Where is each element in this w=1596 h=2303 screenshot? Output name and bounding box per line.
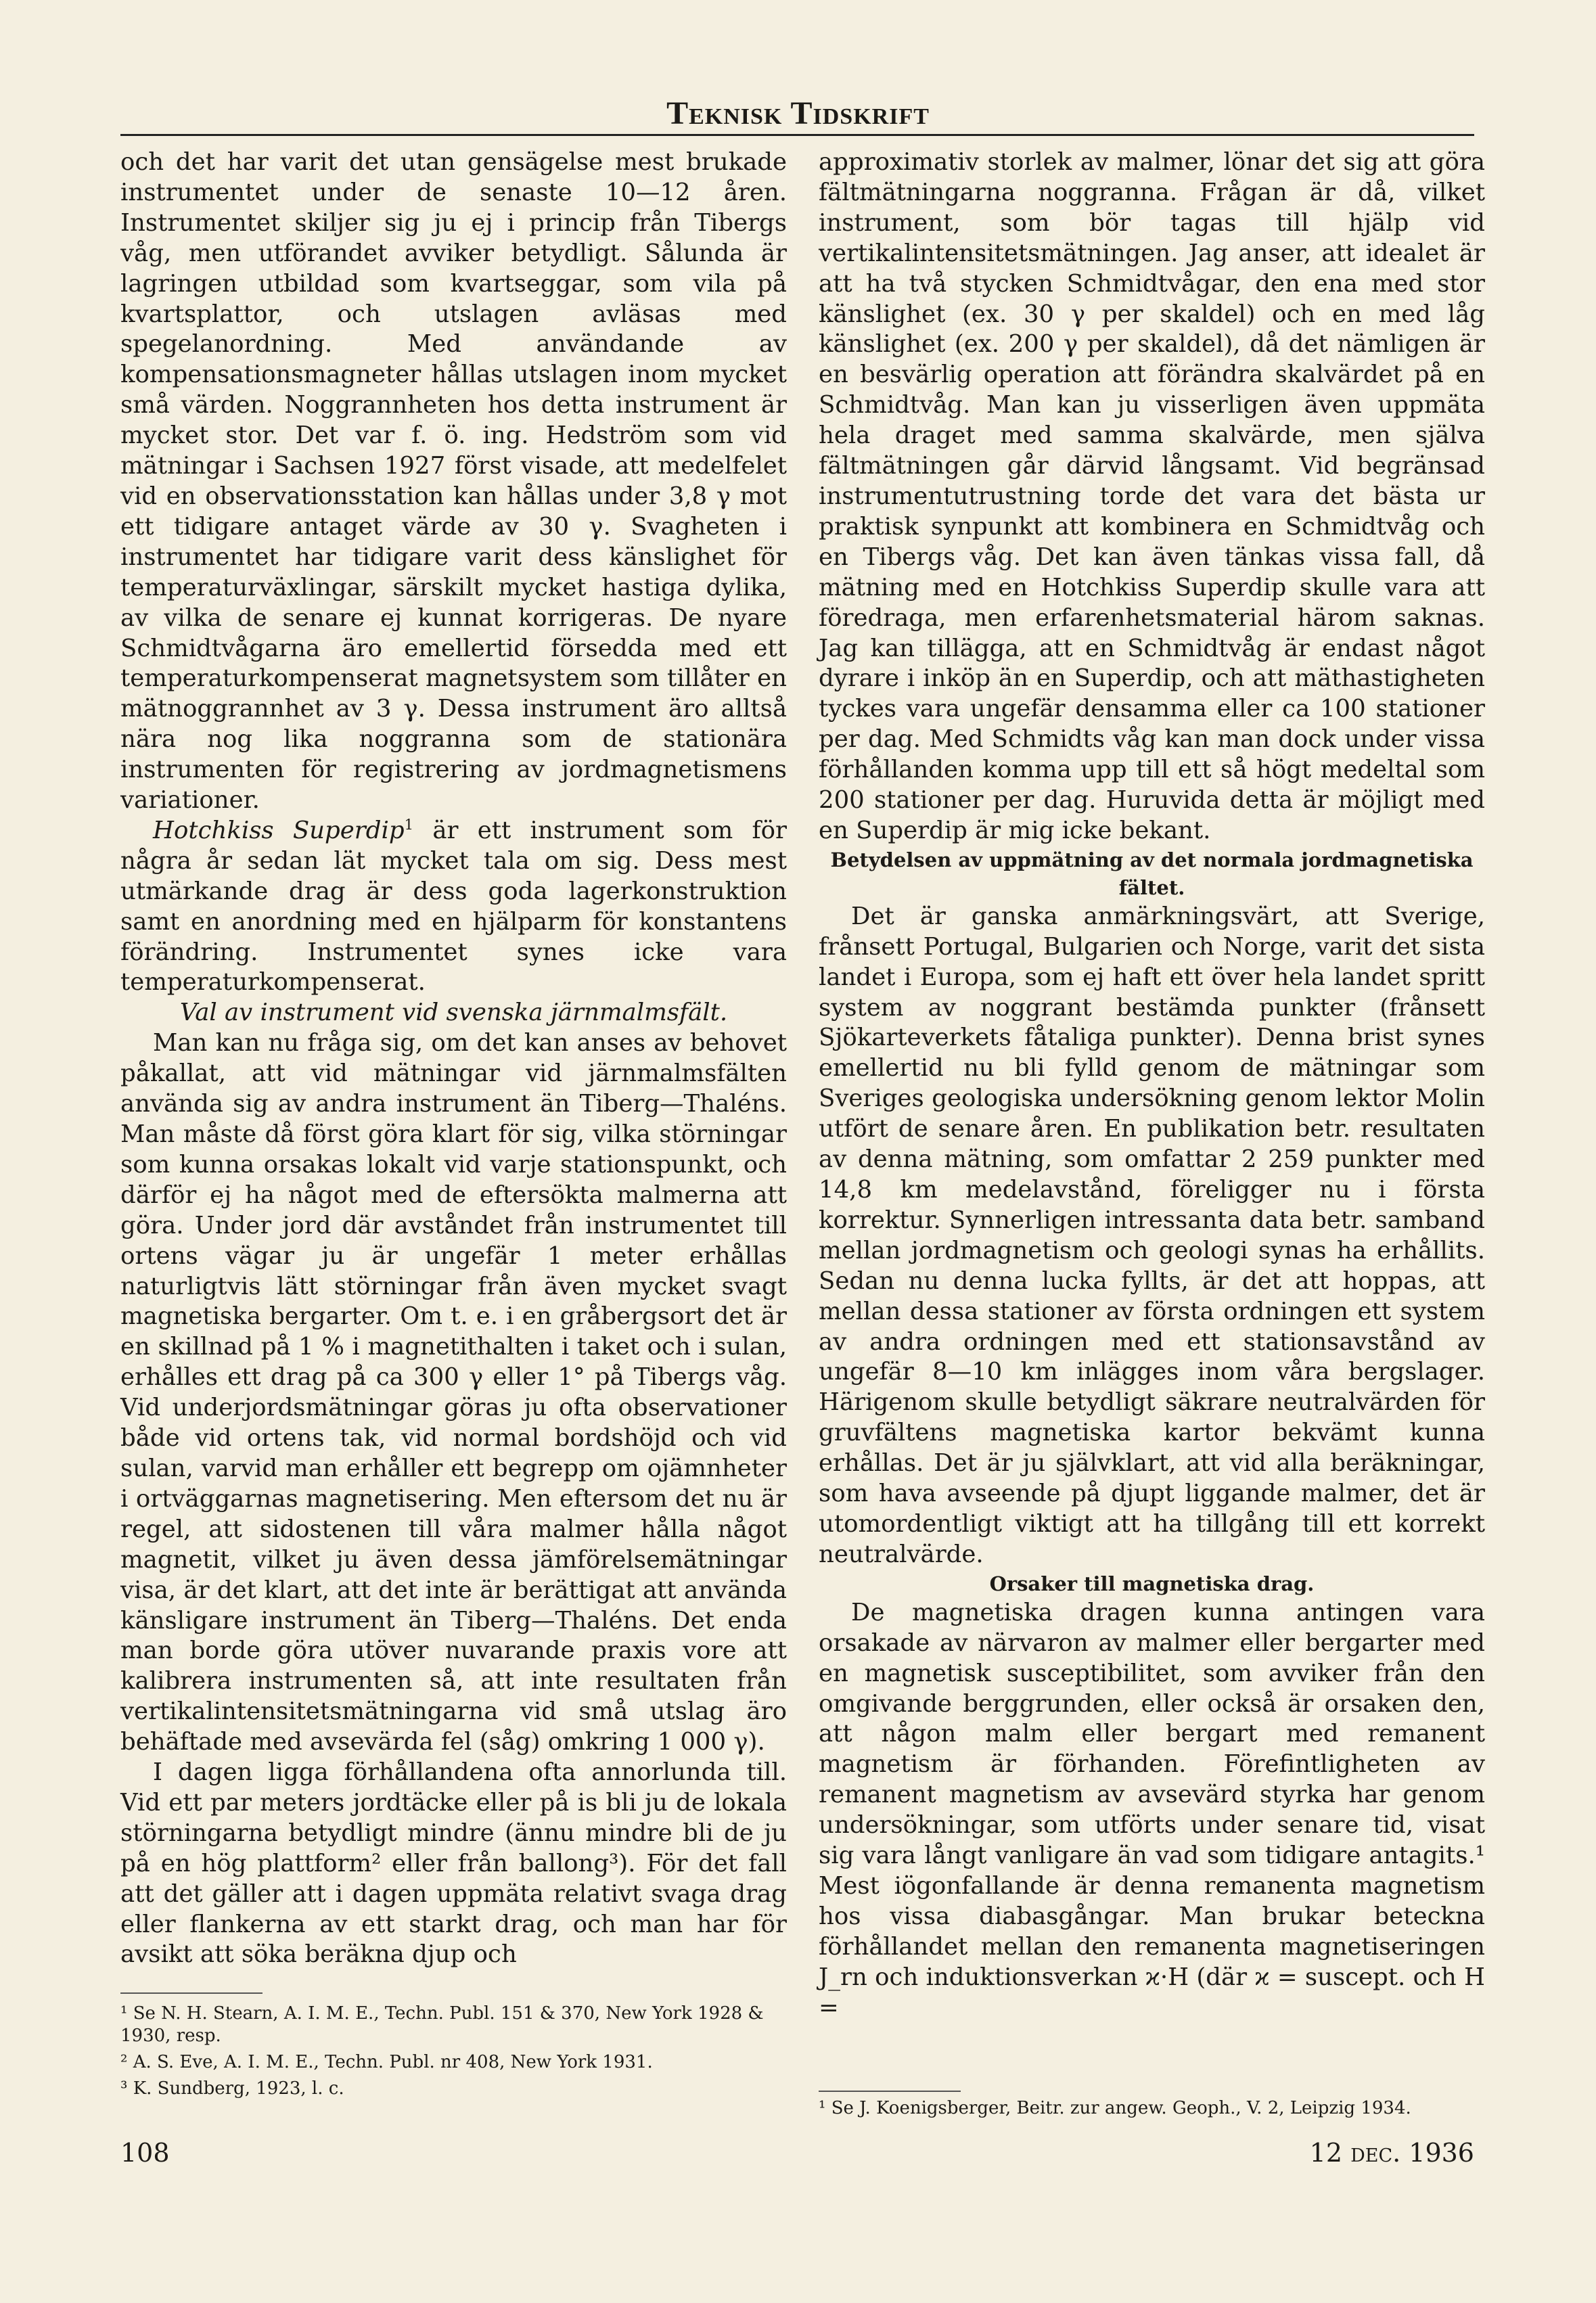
left-footnotes [120, 2003, 787, 2104]
right-paragraph-2: Det är ganska anmärkningsvärt, att Sverige, frånsett Portugal, Bulgarien och Norge, varit det sista landet i Europa, som ej haft ett över hela landet spritt system av noggrant bestämda punkter (frånsett Sjökarteverkets fåtaliga punkter). Denna brist synes emellertid nu bli fylld genom de mätningar som Sveriges geologiska undersökning genom lektor Molin utfört de senare åren. En publikation betr. resultaten av denna mätning, som omfattar 2 259 punkter med 14,8 km medelavstånd, föreligger nu i första korrektur. Synnerligen intressanta data betr. samband mellan jordmagnetism och geologi synas ha erhållits. Sedan nu denna lucka fyllts, är det att hoppas, att mellan dessa stationer av första ordningen ett system av andra ordningen med ett stationsavstånd av ungefär 8—10 km inlägges inom våra bergslager. Härigenom skulle betydligt säkrare neutralvärden för gruvfältens magnetiska kartor bekvämt kunna erhållas. Det är ju självklart, att vid alla beräkningar, som hava avseende på djupt liggande malmer, det är utomordentligt viktigt att ha tillgång till ett korrekt neutralvärde. [819, 902, 1485, 1568]
hotchkiss-term: Hotchkiss Superdip [153, 816, 405, 844]
right-footnote-rule [819, 2091, 961, 2092]
left-paragraph-1: och det har varit det utan gensägelse mest brukade instrumentet under de senaste 10—12 åren. Instrumentet skiljer sig ju ej i princip från Tibergs våg, men utförandet avviker betydligt. Sålunda är lagringen utbildad som kvartseggar, som vila på kvartsplattor, och utslagen avläsas med spegelanordning. Med användande av kompensationsmagneter hållas utslagen inom mycket små värden. Noggrannheten hos detta instrument är mycket stor. Det var f. ö. ing. Hedström som vid mätningar i Sachsen 1927 först visade, att medelfelet vid en observationsstation kan hållas under 3,8 γ mot ett tidigare antaget värde av 30 γ. Svagheten i instrumentet har tidigare varit dess känslighet för temperaturväxlingar, särskilt mycket hastiga dylika, av vilka de senare ej kunnat korrigeras. De nyare Schmidtvågarna äro emellertid försedda med ett temperaturkompenserat magnetsystem som tillåter en mätnoggrannhet av 3 γ. Dessa instrument äro alltså nära nog lika noggranna som de stationära instrumenten för registrering av jordmagnetismens variationer. [120, 148, 787, 815]
footnote-right-1: ¹ Se J. Koenigsberger, Beitr. zur angew. Geoph., V. 2, Leipzig 1934. [819, 2098, 1411, 2118]
footnote-2: ² A. S. Eve, A. I. M. E., Techn. Publ. nr 408, New York 1931. [120, 2052, 653, 2072]
left-column [120, 147, 787, 1970]
page-number: 108 [120, 2138, 170, 2168]
issue-date: 12 dec. 1936 [1309, 2138, 1474, 2168]
left-paragraph-3: Man kan nu fråga sig, om det kan anses av behovet påkallat, att vid mätningar vid järnmalmsfälten använda sig av andra instrument än Tiberg—Thaléns. Man måste då först göra klart för sig, vilka störningar som kunna orsakas lokalt vid varje stationspunkt, och därför ej ha något med de eftersökta malmerna att göra. Under jord där avståndet från instrumentet till ortens vägar ju är ungefär 1 meter erhållas naturligtvis lätt störningar från även mycket svagt magnetiska bergarter. Om t. e. i en gråbergsort det är en skillnad på 1 % i magnetithalten i taket och i sulan, erhålles ett drag på ca 300 γ eller 1° på Tibergs våg. Vid underjordsmätningar göras ju ofta observationer både vid ortens tak, vid normal bordshöjd och vid sulan, varvid man erhåller ett begrepp om ojämnheter i ortväggarnas magnetisering. Men eftersom det nu är regel, att sidostenen till våra malmer hålla något magnetit, vilket ju även dessa jämförelsemätningar visa, är det klart, att det inte är berättigat att använda känsligare instrument än Tiberg—Thaléns. Det enda man borde göra utöver nuvarande praxis vore att kalibrera instrumenten så, att inte resultaten från vertikalintensitetsmätningarna vid små utslag äro behäftade med avsevärda fel (såg) omkring 1 000 γ). [120, 1029, 787, 1756]
section-heading-betydelsen: Betydelsen av uppmätning av det normala jordmagnetiska fältet. [830, 848, 1474, 899]
section-heading-orsaker: Orsaker till magnetiska drag. [989, 1572, 1315, 1595]
left-paragraph-4: I dagen ligga förhållandena ofta annorlunda till. Vid ett par meters jordtäcke eller på is bli ju de lokala störningarna betydligt mindre (ännu mindre bli de ju på en hög plattform² eller från ballong³). För det fall att det gäller att i dagen uppmäta relativt svaga drag eller flankerna av ett starkt drag, och man har för avsikt att söka beräkna djup och [120, 1758, 787, 1969]
section-heading-val-av-instrument: Val av instrument vid svenska järnmalmsfält. [179, 999, 728, 1027]
left-paragraph-2 [120, 816, 787, 998]
right-column [819, 147, 1485, 2023]
masthead: Teknisk Tidskrift [666, 95, 930, 131]
left-paragraph-2-text: är ett instrument som för några år sedan lät mycket tala om sig. Dess mest utmärkande drag är dess goda lagerkonstruktion samt en anordning med en hjälparm för konstantens förändring. Instrumentet synes icke vara temperaturkompenserat. [120, 816, 787, 997]
right-paragraph-1: approximativ storlek av malmer, lönar det sig att göra fältmätningarna noggranna. Frågan är då, vilket instrument, som bör tagas till hjälp vid vertikalintensitetsmätningen. Jag anser, att idealet är att ha två stycken Schmidtvågar, den ena med stor känslighet (ex. 30 γ per skaldel) och en med låg känslighet (ex. 200 γ per skaldel), då det nämligen är en besvärlig operation att förändra skalvärdet på en Schmidtvåg. Man kan ju visserligen även uppmäta hela draget med samma skalvärde, men själva fältmätningen går därvid långsamt. Vid begränsad instrumentutrustning torde det vara det bästa ur praktisk synpunkt att kombinera en Schmidtvåg och en Tibergs våg. Det kan även tänkas vissa fall, då mätning med en Hotchkiss Superdip skulle vara att föredraga, men erfarenhetsmaterial härom saknas. Jag kan tillägga, att en Schmidtvåg är endast något dyrare i inköp än en Superdip, och att mäthastigheten tyckes vara ungefär densamma eller ca 100 stationer per dag. Med Schmidts våg kan man dock under vissa förhållanden komma upp till ett så högt medeltal som 200 stationer per dag. Huruvida detta är möjligt med en Superdip är mig icke bekant. [819, 148, 1485, 844]
left-footnote-rule [120, 1992, 263, 1994]
header-rule [120, 134, 1474, 136]
right-paragraph-3: De magnetiska dragen kunna antingen vara orsakade av närvaron av malmer eller bergarter med en magnetisk susceptibilitet, som avviker från den omgivande berggrunden, eller också är orsaken den, att någon malm eller bergart med remanent magnetism är förhanden. Förefintligheten av remanent magnetism av avsevärd styrka har genom undersökningar, som utförts under senare tid, visat sig vara långt vanligare än vad som tidigare antagits.¹ Mest iögonfallande är denna remanenta magnetism hos vissa diabasgångar. Man brukar beteckna förhållandet mellan den remanenta magnetiseringen J_rn och induktionsverkan ϰ·H (där ϰ = suscept. och H = [819, 1598, 1485, 2022]
footnote-ref-1: 1 [404, 817, 414, 834]
footnote-3: ³ K. Sundberg, 1923, l. c. [120, 2078, 344, 2099]
right-footnotes [819, 2097, 1485, 2124]
footnote-1: ¹ Se N. H. Stearn, A. I. M. E., Techn. Publ. 151 & 370, New York 1928 & 1930, resp. [120, 2003, 764, 2046]
